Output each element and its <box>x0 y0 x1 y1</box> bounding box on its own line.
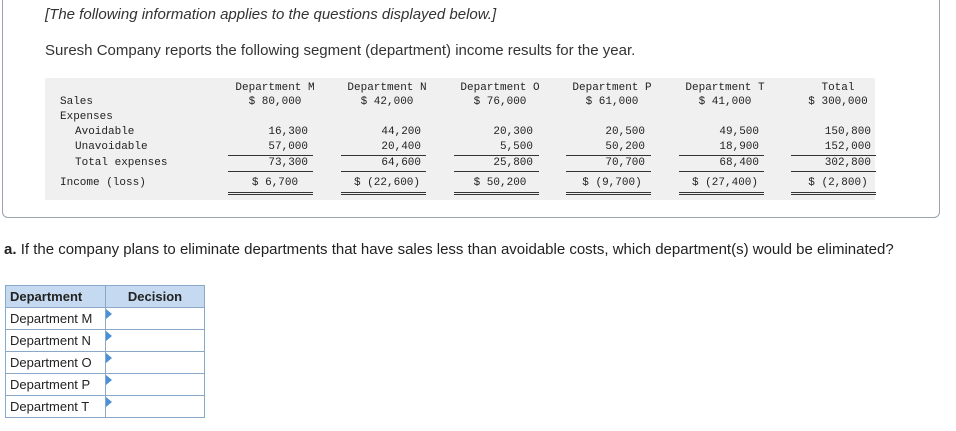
avoidable-m: 16,300 <box>268 126 308 138</box>
total-m: 73,300 <box>268 157 308 169</box>
rule-total-1 <box>791 155 876 156</box>
decision-select-t[interactable] <box>106 396 205 418</box>
table-row <box>6 396 205 418</box>
dbl-rule-n-a <box>341 192 426 193</box>
unavoidable-n: 20,400 <box>381 141 421 153</box>
dbl-rule-n-b <box>341 194 426 195</box>
row-department-m: Department M <box>6 308 106 330</box>
decision-select-o[interactable] <box>106 352 205 374</box>
income-t: $ (27,400) <box>691 177 758 189</box>
unavoidable-t: 18,900 <box>719 141 759 153</box>
dbl-rule-m-b <box>228 194 313 195</box>
income-o: $ 50,200 <box>473 177 527 189</box>
row-department-t: Department T <box>6 396 106 418</box>
rule-o-2 <box>454 171 539 172</box>
question-a <box>4 241 894 258</box>
dbl-rule-p-b <box>566 194 651 195</box>
avoidable-total: 150,800 <box>824 126 871 138</box>
rule-t-1 <box>679 155 764 156</box>
col-header-n: Department N <box>347 82 427 94</box>
sales-p: $ 61,000 <box>585 96 639 108</box>
rule-o-1 <box>454 155 539 156</box>
row-department-p: Department P <box>6 374 106 396</box>
income-total: $ (2,800) <box>808 177 868 189</box>
total-n: 64,600 <box>381 157 421 169</box>
col-header-t: Department T <box>685 82 765 94</box>
total-expenses-label: Total expenses <box>75 157 168 169</box>
col-header-p: Department P <box>572 82 652 94</box>
rule-p-2 <box>566 171 651 172</box>
dropdown-indicator-icon <box>106 331 112 341</box>
row-department-n: Department N <box>6 330 106 352</box>
question-letter: a. <box>4 241 17 258</box>
table-row <box>6 308 205 330</box>
income-n: $ (22,600) <box>353 177 420 189</box>
unavoidable-total: 152,000 <box>824 141 871 153</box>
table-row <box>6 330 205 352</box>
sales-label: Sales <box>60 96 94 108</box>
row-department-o: Department O <box>6 352 106 374</box>
expenses-label: Expenses <box>60 111 113 123</box>
avoidable-p: 20,500 <box>605 126 645 138</box>
dbl-rule-t-b <box>679 194 764 195</box>
rule-total-2 <box>791 171 876 172</box>
rule-m-1 <box>228 155 313 156</box>
dropdown-indicator-icon <box>106 353 112 363</box>
sales-o: $ 76,000 <box>473 96 527 108</box>
col-header-m: Department M <box>235 82 315 94</box>
rule-p-1 <box>566 155 651 156</box>
income-statement <box>45 78 875 200</box>
dropdown-indicator-icon <box>106 375 112 385</box>
sales-m: $ 80,000 <box>248 96 302 108</box>
sales-n: $ 42,000 <box>360 96 414 108</box>
table-row <box>6 352 205 374</box>
avoidable-label: Avoidable <box>75 126 135 138</box>
col-header-total: Total <box>821 82 855 94</box>
dbl-rule-total-b <box>791 194 876 195</box>
dbl-rule-o-a <box>454 192 539 193</box>
sales-t: $ 41,000 <box>698 96 752 108</box>
income-m: $ 6,700 <box>251 177 299 189</box>
dbl-rule-m-a <box>228 192 313 193</box>
answer-table <box>5 285 205 418</box>
sales-total: $ 300,000 <box>808 96 868 108</box>
rule-n-2 <box>341 171 426 172</box>
total-o: 25,800 <box>493 157 533 169</box>
rule-m-2 <box>228 171 313 172</box>
decision-select-m[interactable] <box>106 308 205 330</box>
col-header-o: Department O <box>460 82 540 94</box>
unavoidable-label: Unavoidable <box>75 141 148 153</box>
avoidable-t: 49,500 <box>719 126 759 138</box>
unavoidable-p: 50,200 <box>605 141 645 153</box>
problem-statement: Suresh Company reports the following segment (department) income results for the year. <box>45 42 636 59</box>
total-t: 68,400 <box>719 157 759 169</box>
rule-n-1 <box>341 155 426 156</box>
table-row <box>6 374 205 396</box>
header-decision: Decision <box>106 286 205 308</box>
question-text: If the company plans to eliminate departments that have sales less than avoidable costs, which department(s) would be eliminated? <box>20 241 894 258</box>
avoidable-n: 44,200 <box>381 126 421 138</box>
income-label: Income (loss) <box>60 177 146 189</box>
dropdown-indicator-icon <box>106 397 112 407</box>
dbl-rule-o-b <box>454 194 539 195</box>
total-p: 70,700 <box>605 157 645 169</box>
dropdown-indicator-icon <box>106 309 112 319</box>
decision-select-p[interactable] <box>106 374 205 396</box>
avoidable-o: 20,300 <box>493 126 533 138</box>
decision-select-n[interactable] <box>106 330 205 352</box>
income-p: $ (9,700) <box>582 177 642 189</box>
intro-note: [The following information applies to the questions displayed below.] <box>45 6 497 23</box>
header-department: Department <box>6 286 106 308</box>
unavoidable-o: 5,500 <box>499 141 533 153</box>
unavoidable-m: 57,000 <box>268 141 308 153</box>
dbl-rule-t-a <box>679 192 764 193</box>
dbl-rule-p-a <box>566 192 651 193</box>
dbl-rule-total-a <box>791 192 876 193</box>
total-total: 302,800 <box>824 157 871 169</box>
rule-t-2 <box>679 171 764 172</box>
